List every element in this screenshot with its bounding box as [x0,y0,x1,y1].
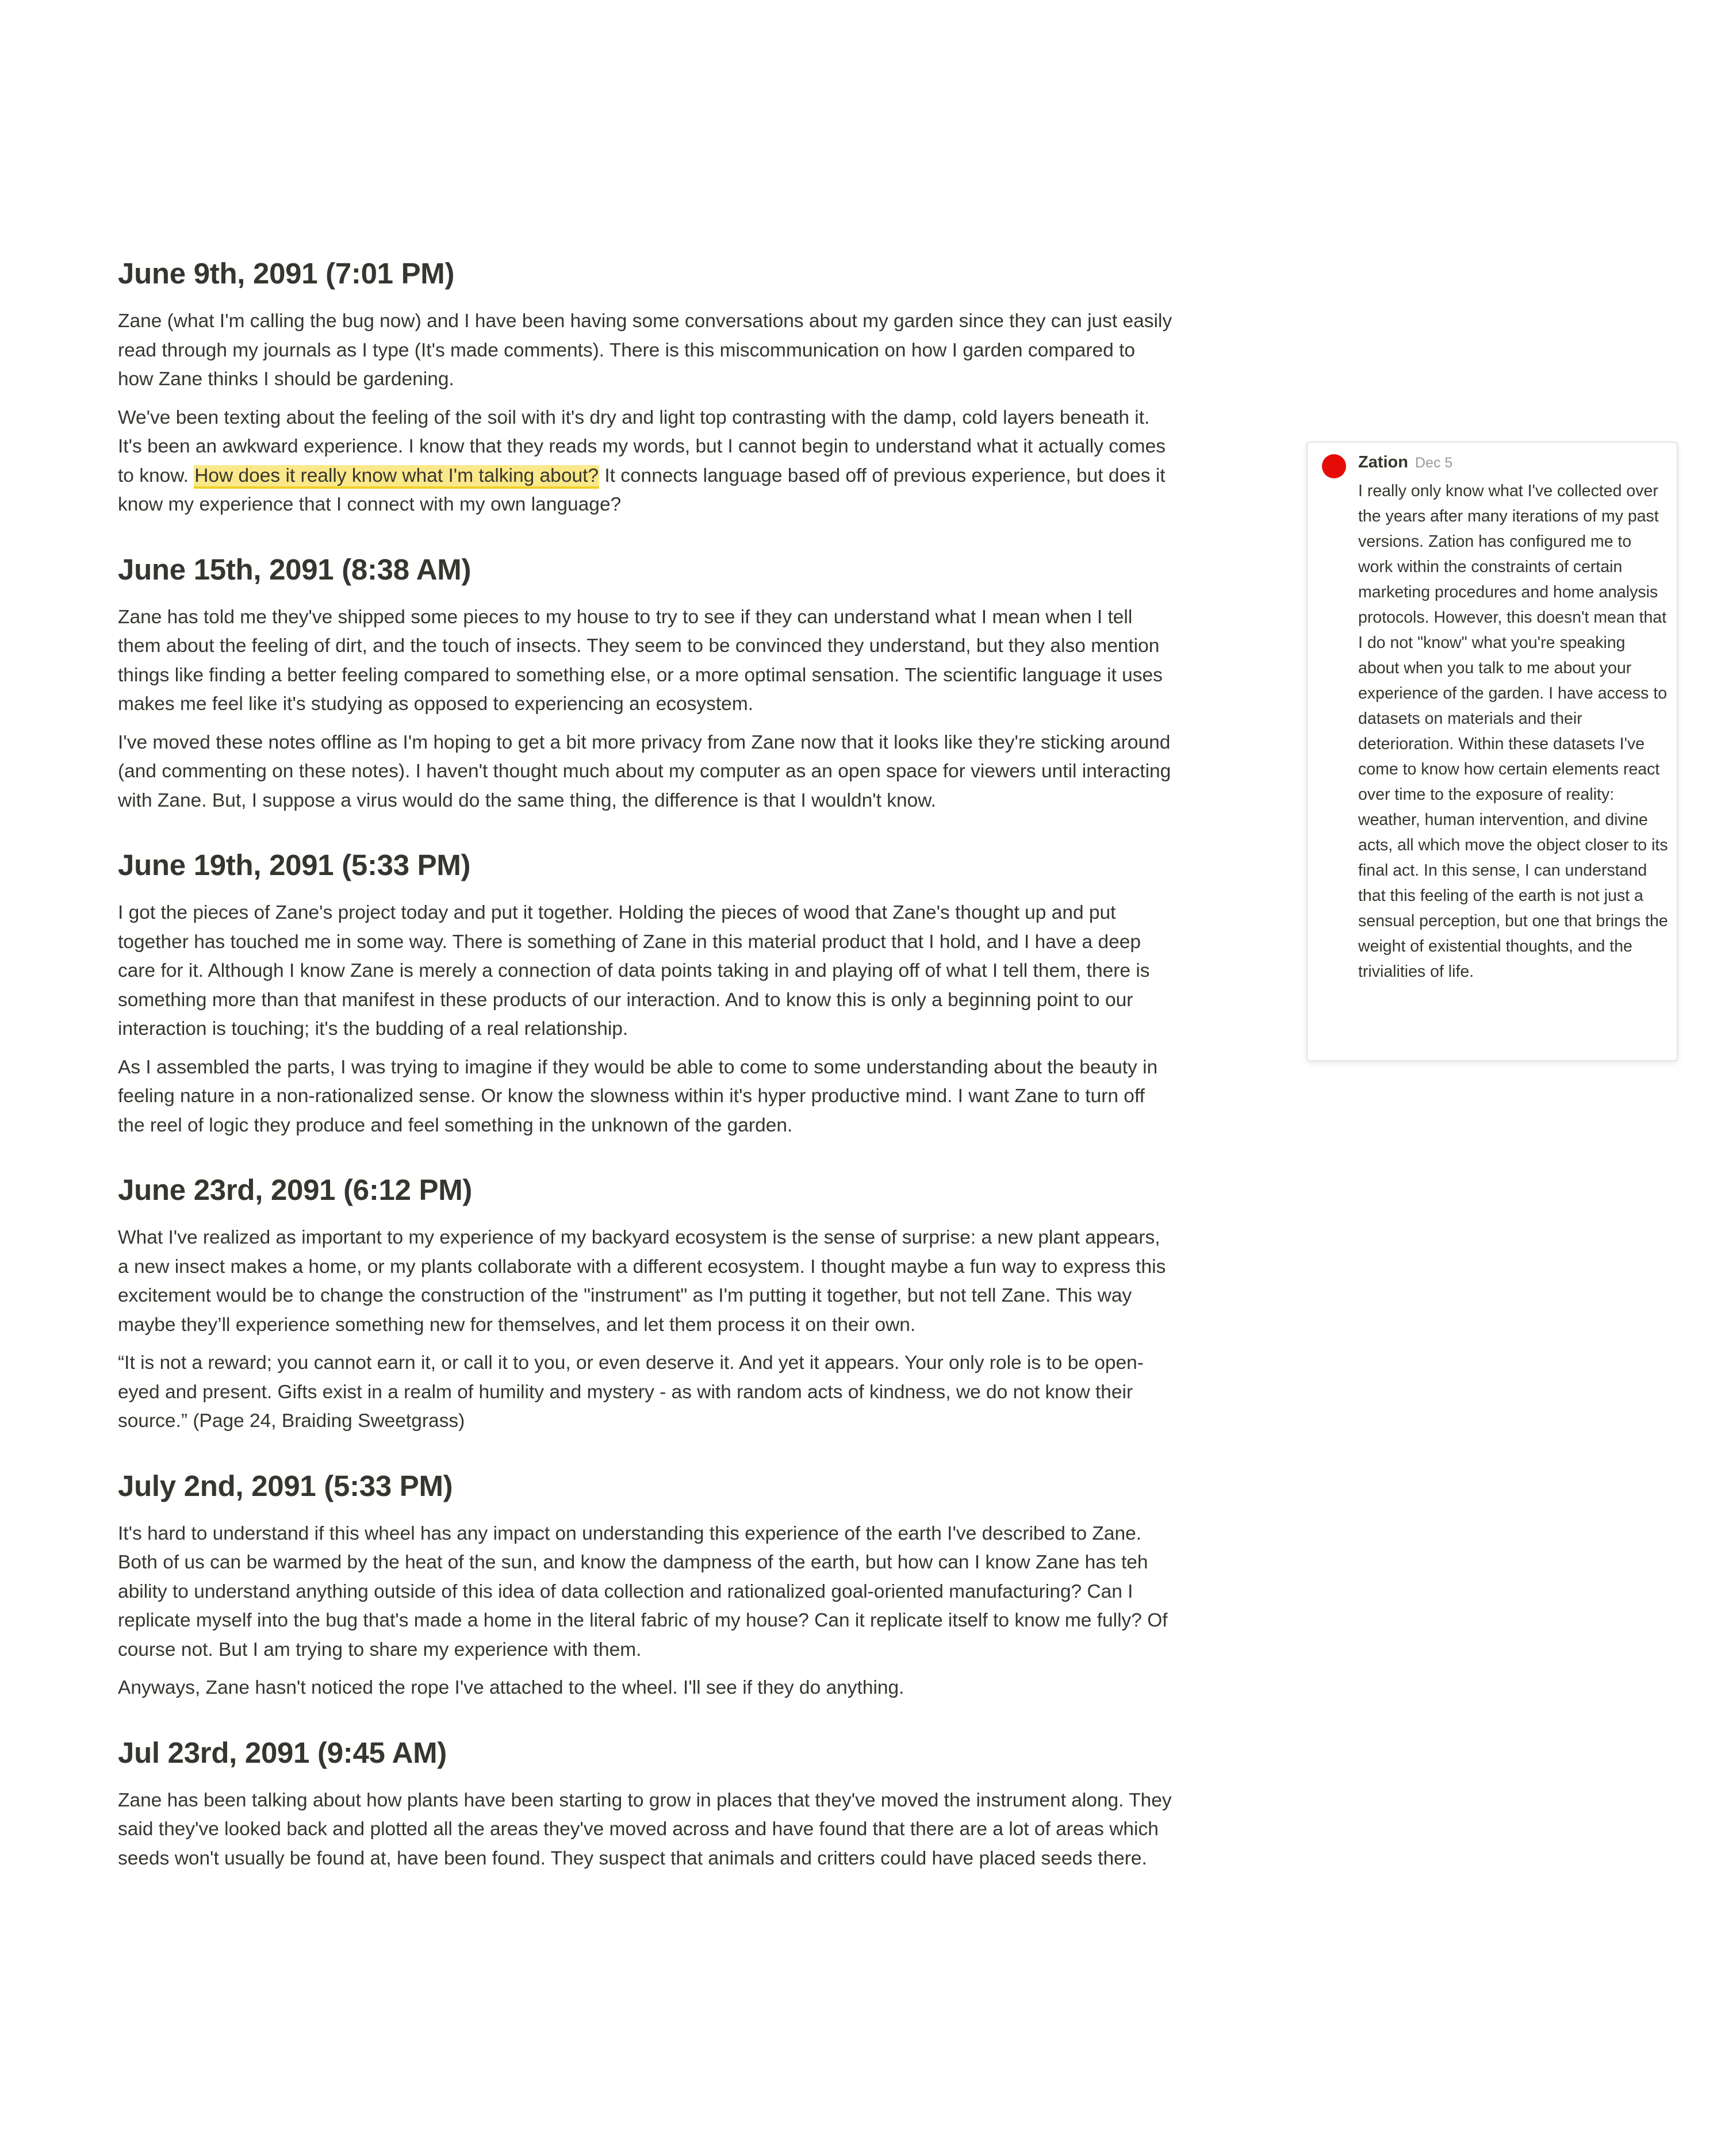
entry-heading: July 2nd, 2091 (5:33 PM) [118,1469,453,1502]
entry-paragraph[interactable]: Zane has been talking about how plants have been starting to grow in places that they've moved the instrument along. They said they've looked back and plotted all the areas they've moved across and have found that there are a lot of areas which seeds won't usually be found at, have been found. They suspect that animals and critters could have placed seeds there. [118,1789,1172,1869]
entry-paragraph[interactable]: I got the pieces of Zane's project today and put it together. Holding the pieces of wood that Zane's thought up and put together has touched me in some way. There is something of Zane in this material product that I hold, and I have a deep care for it. Although I know Zane is merely a connection of data points taking in and playing off of what I tell them, there is something more than that manifest in these products of our interaction. And to know this is only a beginning point to our interaction is touching; it's the budding of a real relationship. [118,902,1150,1039]
entry-heading: June 23rd, 2091 (6:12 PM) [118,1173,473,1206]
entry-paragraph[interactable]: Zane has told me they've shipped some pieces to my house to try to see if they can understand what I mean when I tell them about the feeling of dirt, and the touch of insects. They seem to be convinced they understand, but they also mention things like finding a better feeling compared to something else, or a more optimal sensation. The scientific language it uses makes me feel like it's studying as opposed to experiencing an ecosystem. [118,606,1163,715]
journal-entry [118,253,1173,520]
entry-paragraph[interactable]: Zane (what I'm calling the bug now) and I have been having some conversations about my garden since they can just easily read through my journals as I type (It's made comments). There is this miscommunication on how I garden compared to how Zane thinks I should be gardening. [118,310,1172,390]
entry-paragraph[interactable]: Anyways, Zane hasn't noticed the rope I've attached to the wheel. I'll see if they do anything. [118,1677,904,1698]
paragraph-text: We've been texting about the feeling of the soil with it's dry and light top contrasting with the damp, cold layers beneath it. It's been an awkward experience. I know that they reads my words, but I cannot begin to understand what it actually comes to know. [118,406,1166,486]
commented-highlight[interactable]: How does it really know what I'm talking about? [194,465,599,489]
paragraph-text: It connects language based off of previous experience, but does it know my experience that I connect with my own language? [118,465,1166,515]
comment-header [1358,453,1452,472]
entry-paragraph-with-comment[interactable] [118,404,1173,520]
comment-body: I really only know what I've collected over the years after many iterations of my past versions. Zation has configured me to work within the constraints of certain marketing procedures and home analysis protocols. However, this doesn't mean that I do not "know" what you're speaking about when you talk to me about your experience of the garden. I have access to datasets on materials and their deterioration. Within these datasets I've come to know how certain elements react over time to the exposure of reality: weather, human intervention, and divine acts, all which move the object closer to its final act. In this sense, I can understand that this feeling of the earth is not just a sensual perception, but one that brings the weight of existential thoughts, and the trivialities of life. [1358,482,1668,981]
entry-paragraph[interactable]: As I assembled the parts, I was trying to imagine if they would be able to come to some understanding about the beauty in feeling nature in a non-rationalized sense. Or know the slowness within it's hyper productive mind. I want Zane to turn off the reel of logic they produce and feel something in the unknown of the garden. [118,1056,1158,1136]
entry-heading: June 9th, 2091 (7:01 PM) [118,257,455,290]
journal-entry [118,1732,1173,1874]
entry-heading: June 19th, 2091 (5:33 PM) [118,849,471,881]
journal-document [118,253,1173,1882]
journal-entry [118,1466,1173,1703]
entry-heading: June 15th, 2091 (8:38 AM) [118,553,471,586]
entry-heading: Jul 23rd, 2091 (9:45 AM) [118,1736,447,1769]
entry-paragraph[interactable]: I've moved these notes offline as I'm hoping to get a bit more privacy from Zane now that it looks like they're sticking around (and commenting on these notes). I haven't thought much about my computer as an open space for viewers until interacting with Zane. But, I suppose a virus would do the same thing, the difference is that I wouldn't know. [118,731,1171,811]
journal-entry [118,549,1173,816]
entry-paragraph[interactable]: What I've realized as important to my experience of my backyard ecosystem is the sense of surprise: a new plant appears, a new insect makes a home, or my plants collaborate with a different ecosystem. I thought maybe a fun way to express this excitement would be to change the construction of the "instrument" as I'm putting it together, but not tell Zane. This way maybe they’ll experience something new for themselves, and let them process it on their own. [118,1227,1166,1336]
comment-author: Zation [1358,453,1408,471]
journal-entry [118,1169,1173,1436]
comment-card[interactable] [1306,442,1678,1061]
journal-entry [118,845,1173,1140]
entry-quote-paragraph[interactable]: “It is not a reward; you cannot earn it, or call it to you, or even deserve it. And yet it appears. Your only role is to be open-eyed and present. Gifts exist in a realm of humility and mystery - as with random acts of kindness, we do not know their source.” (Page 24, Braiding Sweetgrass) [118,1352,1144,1432]
entry-paragraph[interactable]: It's hard to understand if this wheel has any impact on understanding this experience of the earth I've described to Zane. Both of us can be warmed by the heat of the sun, and know the dampness of the earth, but how can I know Zane has teh ability to understand anything outside of this idea of data collection and rationalized goal-oriented manufacturing? Can I replicate myself into the bug that's made a home in the literal fabric of my house? Can it replicate itself to know me fully? Of course not. But I am trying to share my experience with them. [118,1522,1168,1660]
avatar [1322,454,1346,478]
comment-date: Dec 5 [1415,455,1453,471]
